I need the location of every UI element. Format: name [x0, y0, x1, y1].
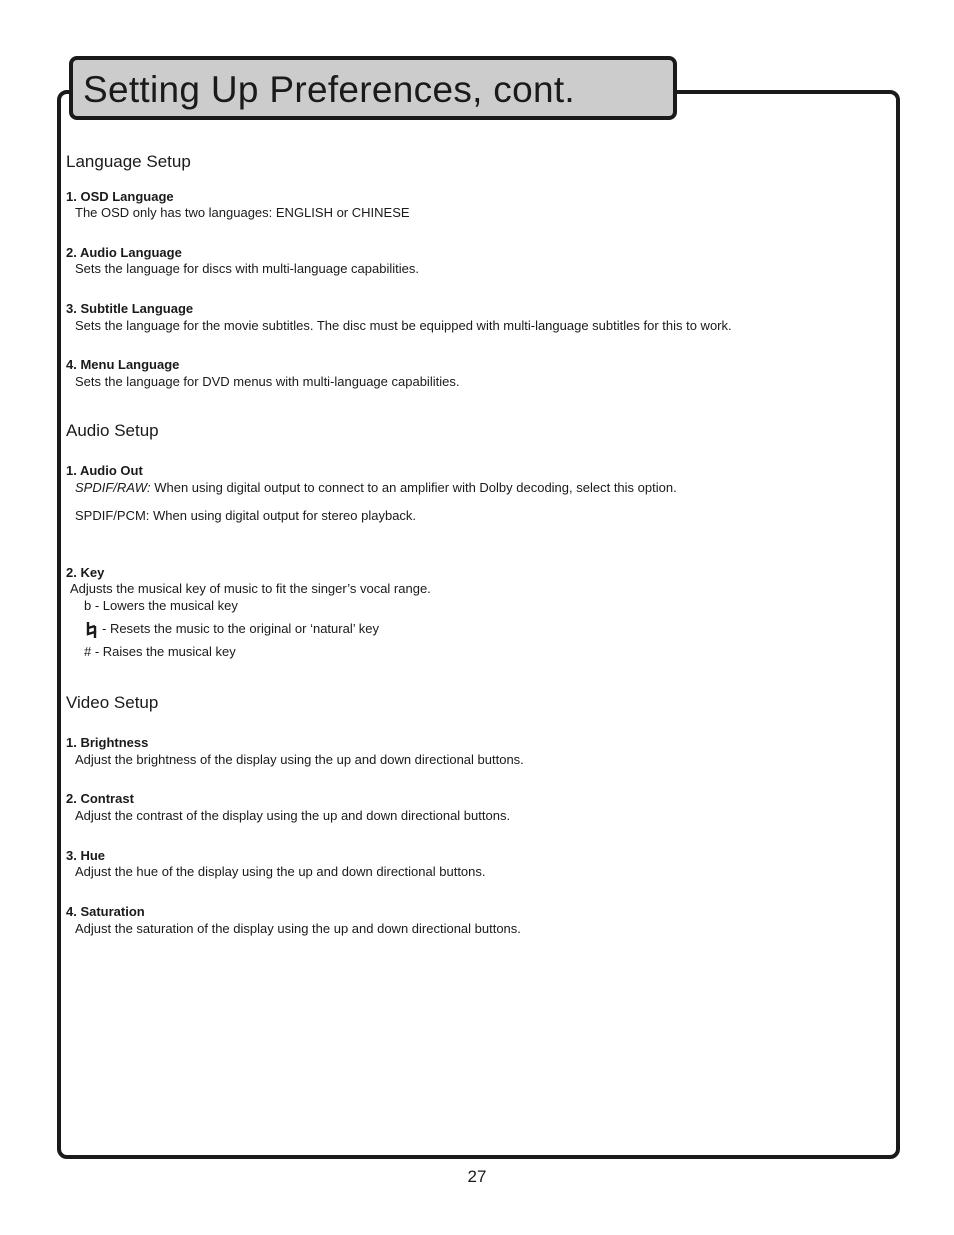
- menu-language-label: 4. Menu Language: [66, 357, 180, 372]
- audio-setup-heading: Audio Setup: [66, 421, 159, 440]
- subtitle-language-label: 3. Subtitle Language: [66, 301, 194, 316]
- spdif-pcm-text: SPDIF/PCM: When using digital output for stereo playback.: [75, 508, 417, 523]
- subtitle-language-text: Sets the language for the movie subtitles. The disc must be equipped with multi-language subtitles for this to work.: [75, 318, 732, 333]
- key-label: 2. Key: [66, 565, 105, 580]
- title-tab: [69, 56, 677, 120]
- osd-language-label: 1. OSD Language: [66, 189, 174, 204]
- key-sharp-text: # - Raises the musical key: [84, 644, 236, 659]
- natural-sign-icon: [86, 621, 98, 639]
- contrast-text: Adjust the contrast of the display using the up and down directional buttons.: [75, 808, 511, 823]
- spdif-raw-term: SPDIF/RAW:: [75, 480, 151, 495]
- page-title: Setting Up Preferences, cont.: [83, 69, 576, 110]
- key-natural-text: - Resets the music to the original or ‘natural’ key: [102, 621, 379, 636]
- audio-language-text: Sets the language for discs with multi-language capabilities.: [75, 261, 419, 276]
- brightness-text: Adjust the brightness of the display using the up and down directional buttons.: [75, 752, 524, 767]
- hue-label: 3. Hue: [66, 848, 106, 863]
- saturation-text: Adjust the saturation of the display using the up and down directional buttons.: [75, 921, 521, 936]
- contrast-label: 2. Contrast: [66, 791, 134, 806]
- saturation-label: 4. Saturation: [66, 904, 145, 919]
- osd-language-text: The OSD only has two languages: ENGLISH or CHINESE: [75, 205, 410, 220]
- language-setup-heading: Language Setup: [66, 152, 191, 171]
- key-flat-text: b - Lowers the musical key: [84, 598, 238, 613]
- spdif-raw-text: When using digital output to connect to an amplifier with Dolby decoding, select this option.: [150, 480, 677, 495]
- video-setup-heading: Video Setup: [66, 693, 159, 712]
- audio-language-label: 2. Audio Language: [66, 245, 182, 260]
- brightness-label: 1. Brightness: [66, 735, 149, 750]
- spdif-raw-line: [75, 480, 677, 495]
- menu-language-text: Sets the language for DVD menus with multi-language capabilities.: [75, 374, 460, 389]
- key-text: Adjusts the musical key of music to fit the singer’s vocal range.: [70, 581, 431, 596]
- audio-out-label: 1. Audio Out: [66, 463, 143, 478]
- page-number: 27: [467, 1167, 487, 1186]
- hue-text: Adjust the hue of the display using the up and down directional buttons.: [75, 864, 486, 879]
